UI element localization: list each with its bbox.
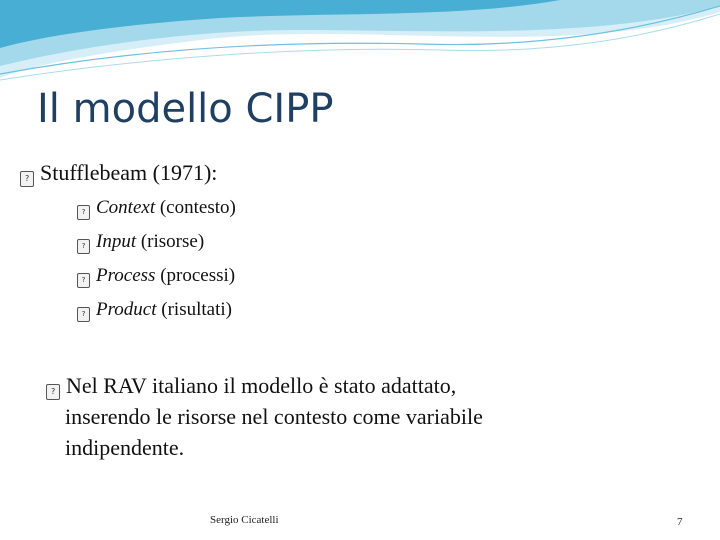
header-wave-decoration <box>0 0 720 90</box>
footer-author: Sergio Cicatelli <box>210 514 279 526</box>
sub-item-gloss: (risultati) <box>156 299 232 320</box>
sub-item-term: Input <box>96 231 137 252</box>
sub-item-term: Product <box>96 299 157 320</box>
sub-item-gloss: (contesto) <box>155 197 236 218</box>
bullet-glyph-icon: ? <box>20 171 34 187</box>
bullet-rav-line-3: indipendente. <box>65 435 185 460</box>
bullet-text: Nel RAV italiano il modello è stato adattato, <box>66 373 457 398</box>
bullet-glyph-icon: ? <box>77 273 90 288</box>
bullet-rav-line-1 <box>46 370 646 401</box>
bullet-glyph-icon: ? <box>77 205 90 220</box>
bullet-glyph-icon: ? <box>46 384 60 400</box>
sub-item-product <box>77 299 232 321</box>
sub-item-gloss: (processi) <box>155 265 236 286</box>
sub-item-gloss: (risorse) <box>136 231 205 252</box>
sub-item-term: Context <box>96 197 156 218</box>
bullet-text: Stufflebeam (1971): <box>40 160 218 185</box>
bullet-rav-line-2: inserendo le risorse nel contesto come variabile <box>65 404 483 429</box>
sub-item-process <box>77 265 235 287</box>
page-number: 7 <box>677 516 683 528</box>
sub-item-context <box>77 197 236 219</box>
bullet-glyph-icon: ? <box>77 239 90 254</box>
sub-item-term: Process <box>96 265 156 286</box>
bullet-rav <box>46 370 646 463</box>
slide-title: Il modello CIPP <box>37 86 334 132</box>
sub-item-input <box>77 231 204 253</box>
bullet-stufflebeam <box>20 160 217 186</box>
bullet-glyph-icon: ? <box>77 307 90 322</box>
